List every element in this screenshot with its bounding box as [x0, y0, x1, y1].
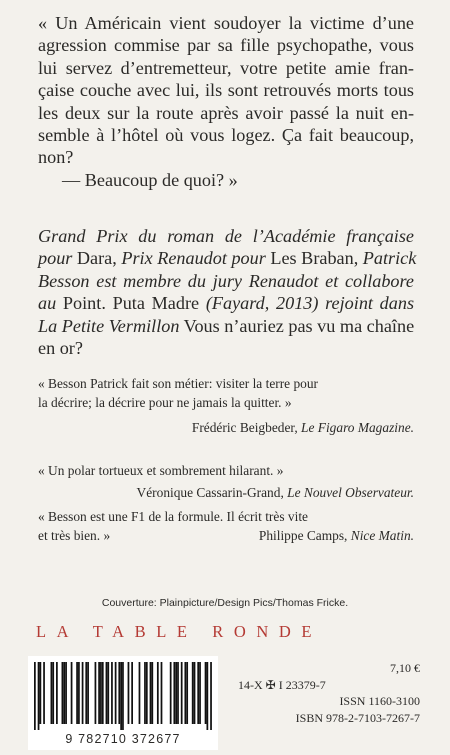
- quote-text: « Un polar tortueux et sombrement hilarant. »: [38, 463, 284, 478]
- barcode-bar: [205, 662, 207, 724]
- publisher-name: LA TABLE RONDE: [36, 622, 323, 641]
- barcode-bar: [173, 662, 175, 724]
- press-quote: [38, 507, 414, 545]
- barcode-bar: [51, 662, 53, 724]
- barcode-bar: [63, 662, 65, 724]
- barcode-bar: [82, 662, 84, 724]
- barcode-bar: [175, 662, 177, 724]
- press-quote: [38, 374, 414, 437]
- bio-line: en or?: [38, 338, 83, 359]
- author-bio: [38, 225, 417, 359]
- barcode-bar: [52, 662, 54, 724]
- press-quote: [38, 461, 414, 502]
- blurb-paragraph: [38, 12, 414, 191]
- barcode-bar: [128, 662, 130, 724]
- barcode-bar: [43, 662, 45, 724]
- bio-line: Besson est membre du jury Renaudot et collabore: [38, 270, 414, 291]
- blurb-line: non?: [38, 147, 74, 168]
- barcode-bar: [139, 662, 141, 724]
- barcode-bar: [131, 662, 133, 724]
- barcode-bar: [184, 662, 186, 724]
- cover-credit: Couverture: Plainpicture/Design Pics/Thomas Fricke.: [101, 597, 349, 609]
- barcode-bar: [118, 662, 120, 724]
- issn: ISSN 1160-3100: [339, 694, 420, 709]
- quote-text: « Besson est une F1 de la formule. Il écrit très vite: [38, 509, 308, 524]
- barcode-bar: [177, 662, 179, 724]
- blurb-line: agression commise par sa fille psychopathe, vous: [38, 35, 414, 56]
- isbn: ISBN 978-2-7103-7267-7: [295, 710, 420, 725]
- price-info: [230, 660, 420, 726]
- barcode-bar: [192, 662, 194, 724]
- barcode-bar: [111, 662, 113, 724]
- price: 7,10 €: [390, 661, 420, 675]
- barcode-bar: [106, 662, 108, 724]
- barcode-bar: [107, 662, 109, 724]
- barcode-bar: [38, 662, 40, 730]
- barcode-bar: [120, 662, 122, 730]
- barcode-bar: [102, 662, 104, 724]
- barcode-bar: [62, 662, 64, 724]
- barcode-bar: [170, 662, 172, 724]
- barcode-bar: [210, 662, 212, 730]
- quote-text: « Besson Patrick fait son métier: visiter la terre pour: [38, 376, 319, 391]
- barcode-bar: [206, 662, 208, 730]
- barcode-icon: [34, 662, 212, 730]
- barcode-bar: [122, 662, 124, 730]
- barcode-bar: [151, 662, 153, 724]
- barcode: [28, 656, 218, 750]
- barcode-bar: [85, 662, 87, 724]
- blurb-line: çaise couche avec lui, ils sont retrouvés morts tous: [38, 80, 414, 101]
- barcode-bar: [186, 662, 188, 724]
- barcode-bar: [115, 662, 117, 724]
- quote-source: Véronique Cassarin-Grand, Le Nouvel Observateur.: [136, 485, 414, 500]
- blurb-line: les deux sur la route après avoir passé la nuit en-: [38, 102, 414, 123]
- barcode-bar: [199, 662, 201, 724]
- bio-line: pour Dara, Prix Renaudot pour Les Braban, Patrick: [38, 248, 417, 269]
- barcode-bar: [100, 662, 102, 724]
- barcode-bar: [157, 662, 159, 724]
- barcode-number: 9 782710 372677: [65, 732, 181, 746]
- barcode-bar: [71, 662, 73, 724]
- barcode-bar: [146, 662, 148, 724]
- catalog-code: 14-X ✠ I 23379-7: [238, 677, 326, 692]
- blurb-line: « Un Américain vient soudoyer la victime d’une: [38, 13, 414, 33]
- barcode-bar: [95, 662, 97, 724]
- barcode-bar: [76, 662, 78, 724]
- barcode-bar: [197, 662, 199, 724]
- quote-source: Frédéric Beigbeder, Le Figaro Magazine.: [191, 420, 414, 435]
- barcode-bar: [78, 662, 80, 724]
- barcode-bar: [56, 662, 58, 724]
- barcode-bar: [161, 662, 163, 724]
- bio-line: La Petite Vermillon Vous n’auriez pas vu ma chaîne: [38, 315, 415, 336]
- barcode-bar: [65, 662, 67, 724]
- barcode-bar: [181, 662, 183, 724]
- barcode-bar: [98, 662, 100, 724]
- blurb-line: semble à l’hôtel où vous logez. Ça fait beaucoup,: [38, 125, 414, 146]
- barcode-bar: [40, 662, 42, 724]
- barcode-bar: [87, 662, 89, 724]
- barcode-bar: [194, 662, 196, 724]
- blurb-line: — Beaucoup de quoi? »: [62, 169, 238, 190]
- bio-line: au Point. Puta Madre (Fayard, 2013) rejoint dans: [38, 293, 415, 314]
- blurb-line: lui servez d’entremetteur, votre petite amie fran-: [38, 57, 414, 78]
- quote-text: la décrire; la décrire pour ne jamais la quitter. »: [38, 395, 292, 410]
- barcode-bar: [144, 662, 146, 724]
- bio-line: Grand Prix du roman de l’Académie française: [38, 226, 414, 246]
- barcode-bar: [150, 662, 152, 724]
- barcode-bar: [34, 662, 36, 730]
- quote-text: et très bien. » Philippe Camps, Nice Matin.: [38, 528, 414, 543]
